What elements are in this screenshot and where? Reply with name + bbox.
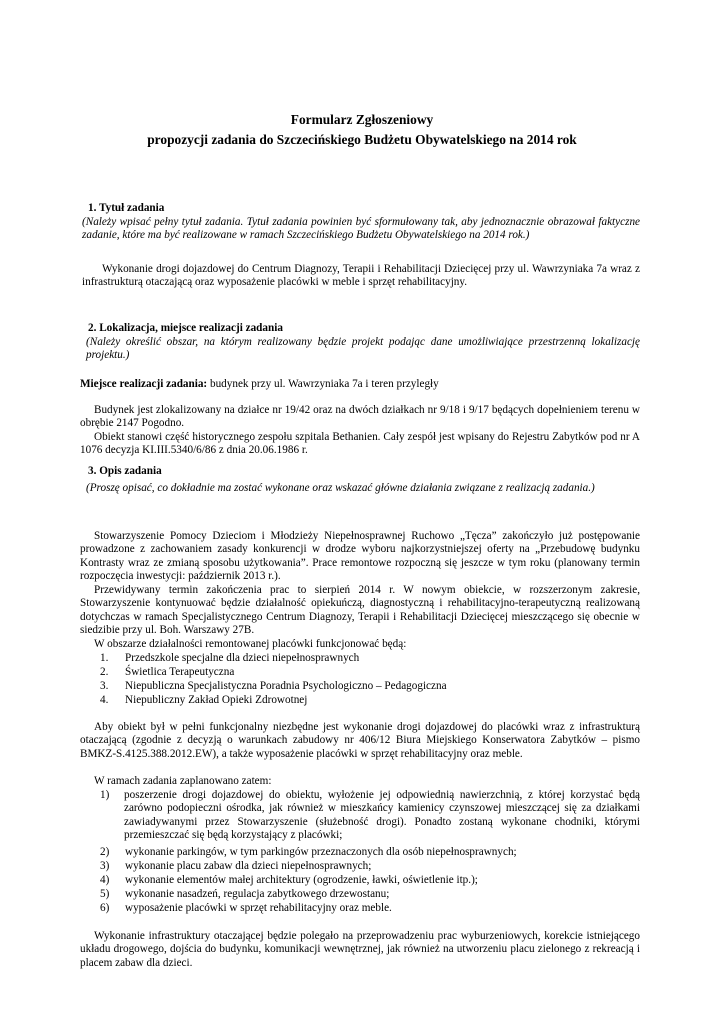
form-subtitle: propozycji zadania do Szczecińskiego Budżetu Obywatelskiego na 2014 rok (147, 132, 577, 147)
section-2-note: (Należy określić obszar, na którym realizowany będzie projekt podając dane umożliwiające przestrzenną lokalizację projektu.) (86, 336, 640, 362)
list-number: 2. (100, 666, 109, 678)
list-number: 1. (100, 652, 109, 664)
section-1-body: Wykonanie drogi dojazdowej do Centrum Diagnozy, Terapii i Rehabilitacji Dziecięcej przy ul. Wawrzyniaka 7a wraz z infrastrukturą otaczającą oraz wyposażenie placówki w meble i sprzęt rehabilitacyjny. (82, 263, 640, 289)
plot-paragraph: Budynek jest zlokalizowany na działce nr 19/42 oraz na dwóch działkach nr 9/18 i 9/17 będących dopełnieniem terenu w obrębie 2147 Pogodno. (80, 404, 640, 430)
task-number: 4) (100, 874, 110, 886)
list-text: Niepubliczny Zakład Opieki Zdrowotnej (125, 694, 308, 706)
task-text: wykonanie nasadzeń, regulacja zabytkowego drzewostanu; (125, 888, 390, 900)
location-value: budynek przy ul. Wawrzyniaka 7a i teren przyległy (207, 378, 439, 390)
task-text: wyposażenie placówki w sprzęt rehabilitacyjny oraz meble. (125, 902, 392, 914)
list-number: 4. (100, 694, 109, 706)
description-paragraph-6: Wykonanie infrastruktury otaczającej będzie polegało na przeprowadzeniu prac wyburzeniowych, korekcie istniejącego układu drogowego, dojścia do budynku, komunikacji wewnętrznej, jak również na utworzeniu placu zielonego z rekreacją i placem zabaw dla dzieci. (80, 930, 640, 969)
section-2-heading: 2. Lokalizacja, miejsce realizacji zadania (88, 322, 283, 334)
units-intro: W obszarze działalności remontowanej placówki funkcjonować będą: (94, 638, 407, 650)
task-number: 6) (100, 902, 110, 914)
section-3-note: (Proszę opisać, co dokładnie ma zostać wykonane oraz wskazać główne działania związane z realizacją zadania.) (86, 482, 595, 494)
task-number: 5) (100, 888, 110, 900)
task-number: 3) (100, 860, 110, 872)
task-text: wykonanie placu zabaw dla dzieci niepełnosprawnych; (125, 860, 372, 872)
form-title: Formularz Zgłoszeniowy (290, 112, 434, 127)
tasks-intro: W ramach zadania zaplanowano zatem: (94, 775, 272, 787)
description-paragraph-1: Stowarzyszenie Pomocy Dzieciom i Młodzieży Niepełnosprawnej Ruchowo „Tęcza” zakończyło już postępowanie prowadzone z zachowaniem zasady konkurencji w drodze wyboru najkorzystniejszej oferty na „Przebudowę budynku Kontrasty wraz ze zmianą sposobu użytkowania”. Prace remontowe rozpoczną się jeszcze w tym roku (planowany termin rozpoczęcia inwestycji: październik 2013 r.). (80, 530, 640, 583)
heritage-paragraph: Obiekt stanowi część historycznego zespołu szpitala Bethanien. Cały zespół jest wpisany do Rejestru Zabytków pod nr A 1076 decyzja KI.III.5340/6/86 z dnia 20.06.1986 r. (80, 431, 640, 457)
section-3-heading: 3. Opis zadania (88, 465, 162, 477)
task-text: poszerzenie drogi dojazdowej do obiektu, wyłożenie jej odpowiednią nawierzchnią, z której korzystać będą zarówno podopieczni ośrodka, jak również w mieszkańcy kamienicy czynszowej mieszczącej się za działkami zawiadywanymi przez Stowarzyszenie (służebność drogi). Ponadto zostaną wykonane chodniki, którymi przemieszczać się będą korzystający z placówki; (124, 789, 640, 842)
description-paragraph-2: Przewidywany termin zakończenia prac to sierpień 2014 r. W nowym obiekcie, w rozszerzonym zakresie, Stowarzyszenie kontynuować będzie działalność opiekuńczą, diagnostyczną i rehabilitacyjno-terapeutyczną realizowaną dotychczas w ramach Specjalistycznego Centrum Diagnozy, Terapii i Rehabilitacji Dziecięcej mieszczącego się obecnie w siedzibie przy ul. Boh. Warszawy 27B. (80, 584, 640, 637)
section-1-heading: 1. Tytuł zadania (88, 202, 165, 214)
location-label: Miejsce realizacji zadania: (80, 378, 208, 390)
list-text: Niepubliczna Specjalistyczna Poradnia Psychologiczno – Pedagogiczna (125, 680, 447, 692)
list-text: Świetlica Terapeutyczna (125, 666, 235, 678)
list-number: 3. (100, 680, 109, 692)
description-paragraph-4: Aby obiekt był w pełni funkcjonalny niezbędne jest wykonanie drogi dojazdowej do placówki wraz z infrastrukturą otaczającą (zgodnie z decyzją o warunkach zabudowy nr 406/12 Biura Miejskiego Konserwatora Zabytków – pismo BMKZ-S.4125.388.2012.EW), a także wyposażenie placówki w sprzęt rehabilitacyjny oraz meble. (80, 721, 640, 760)
task-text: wykonanie parkingów, w tym parkingów przeznaczonych dla osób niepełnosprawnych; (125, 846, 517, 858)
list-text: Przedszkole specjalne dla dzieci niepełnosprawnych (125, 652, 360, 664)
task-number: 2) (100, 846, 110, 858)
location-line (80, 378, 439, 391)
task-text: wykonanie elementów małej architektury (ogrodzenie, ławki, oświetlenie itp.); (125, 874, 478, 886)
section-1-note: (Należy wpisać pełny tytuł zadania. Tytuł zadania powinien być sformułowany tak, aby jednoznacznie obrazował faktyczne zadanie, które ma być realizowane w ramach Szczecińskiego Budżetu Obywatelskiego na 2014 rok.) (82, 216, 640, 242)
task-number: 1) (100, 789, 110, 801)
